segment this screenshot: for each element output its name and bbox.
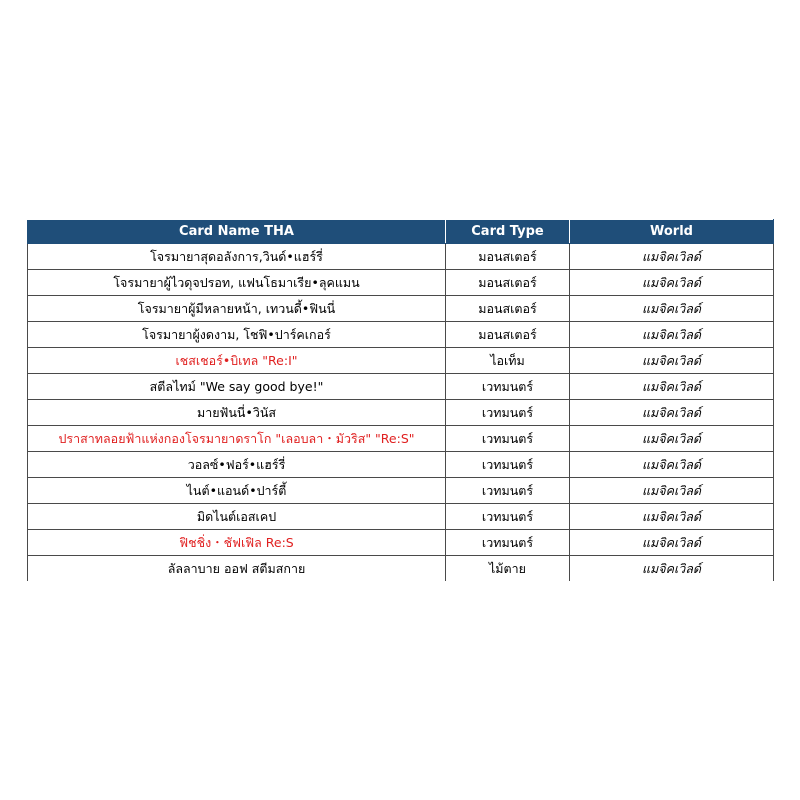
card-type-cell: มอนสเตอร์ bbox=[446, 270, 570, 296]
table-row bbox=[28, 296, 774, 322]
world-cell: แมจิคเวิลด์ bbox=[570, 504, 774, 530]
world-cell: แมจิคเวิลด์ bbox=[570, 400, 774, 426]
card-name-cell: ปราสาทลอยฟ้าแห่งกองโจรมายาดราโก "เลอบลา・มัวริส" "Re:S" bbox=[28, 426, 446, 452]
card-name-cell: ฟิชชิ่ง・ชัฟเฟิล Re:S bbox=[28, 530, 446, 556]
header-card-name: Card Name THA bbox=[28, 220, 446, 244]
header-card-type: Card Type bbox=[446, 220, 570, 244]
card-type-cell: มอนสเตอร์ bbox=[446, 296, 570, 322]
world-cell: แมจิคเวิลด์ bbox=[570, 374, 774, 400]
card-type-cell: ไอเท็ม bbox=[446, 348, 570, 374]
table-row bbox=[28, 530, 774, 556]
table-row bbox=[28, 374, 774, 400]
card-type-cell: เวทมนตร์ bbox=[446, 452, 570, 478]
world-cell: แมจิคเวิลด์ bbox=[570, 452, 774, 478]
table-row bbox=[28, 400, 774, 426]
card-name-cell: โจรมายาผู้งดงาม, โชฟิ•ปาร์คเกอร์ bbox=[28, 322, 446, 348]
world-cell: แมจิคเวิลด์ bbox=[570, 244, 774, 270]
card-type-cell: ไม้ตาย bbox=[446, 556, 570, 582]
table-row bbox=[28, 504, 774, 530]
table-row bbox=[28, 452, 774, 478]
table-row bbox=[28, 244, 774, 270]
card-type-cell: มอนสเตอร์ bbox=[446, 244, 570, 270]
world-cell: แมจิคเวิลด์ bbox=[570, 296, 774, 322]
card-name-cell: มิดไนต์เอสเคป bbox=[28, 504, 446, 530]
world-cell: แมจิคเวิลด์ bbox=[570, 426, 774, 452]
card-type-cell: มอนสเตอร์ bbox=[446, 322, 570, 348]
card-table bbox=[27, 219, 774, 581]
card-type-cell: เวทมนตร์ bbox=[446, 400, 570, 426]
card-name-cell: วอลซ์•ฟอร์•แฮร์รี่ bbox=[28, 452, 446, 478]
table-row bbox=[28, 322, 774, 348]
world-cell: แมจิคเวิลด์ bbox=[570, 530, 774, 556]
world-cell: แมจิคเวิลด์ bbox=[570, 270, 774, 296]
card-type-cell: เวทมนตร์ bbox=[446, 504, 570, 530]
card-name-cell: เชสเชอร์•บิเทล "Re:I" bbox=[28, 348, 446, 374]
card-name-cell: ไนต์•แอนด์•ปาร์ตี้ bbox=[28, 478, 446, 504]
world-cell: แมจิคเวิลด์ bbox=[570, 556, 774, 582]
card-name-cell: โจรมายาผู้ไวดุจปรอท, แฟนโธมาเรีย•ลุคแมน bbox=[28, 270, 446, 296]
card-type-cell: เวทมนตร์ bbox=[446, 478, 570, 504]
world-cell: แมจิคเวิลด์ bbox=[570, 478, 774, 504]
card-type-cell: เวทมนตร์ bbox=[446, 374, 570, 400]
card-name-cell: โจรมายาผู้มีหลายหน้า, เทวนดี้•ฟินนี่ bbox=[28, 296, 446, 322]
table-row bbox=[28, 478, 774, 504]
card-name-cell: สตีลไทม์ "We say good bye!" bbox=[28, 374, 446, 400]
table-row bbox=[28, 270, 774, 296]
card-type-cell: เวทมนตร์ bbox=[446, 426, 570, 452]
world-cell: แมจิคเวิลด์ bbox=[570, 322, 774, 348]
card-name-cell: โจรมายาสุดอลังการ,วินด์•แฮร์รี่ bbox=[28, 244, 446, 270]
card-type-cell: เวทมนตร์ bbox=[446, 530, 570, 556]
table-row bbox=[28, 556, 774, 582]
header-world: World bbox=[570, 220, 774, 244]
card-name-cell: มายฟันนี่•วินัส bbox=[28, 400, 446, 426]
header-row bbox=[28, 220, 774, 244]
table-row bbox=[28, 426, 774, 452]
world-cell: แมจิคเวิลด์ bbox=[570, 348, 774, 374]
table-row bbox=[28, 348, 774, 374]
card-name-cell: ลัลลาบาย ออฟ สตีมสกาย bbox=[28, 556, 446, 582]
